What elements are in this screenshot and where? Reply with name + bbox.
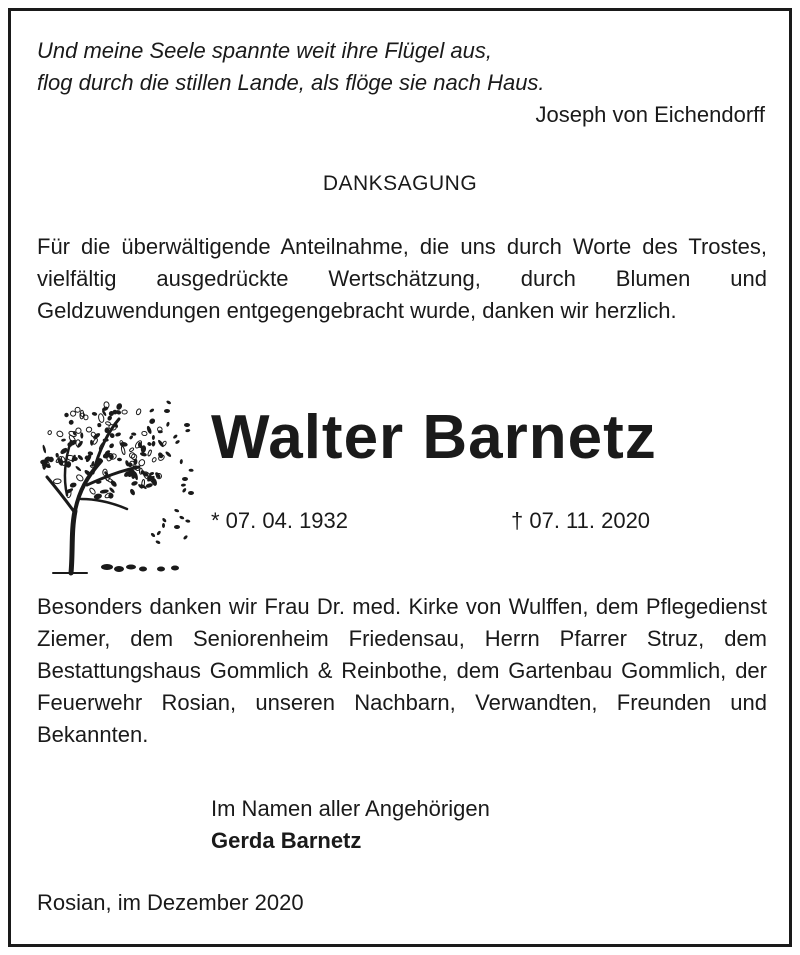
thanks-paragraph: Besonders danken wir Frau Dr. med. Kirke von Wulffen, dem Pflegedienst Ziemer, dem Seniorenheim Friedensau, Herrn Pfarrer Struz, dem Bestattungshaus Gommlich & Reinbothe, dem Gartenbau Gommlich, der Feuerwehr Rosian, unseren Nachbarn, Verwandten, Freunden und Bekannten. [37,594,767,747]
obituary-notice [8,8,792,947]
windblown-tree-icon [27,381,199,581]
poem-line-2: flog durch die stillen Lande, als flöge sie nach Haus. [37,70,545,95]
poem-author: Joseph von Eichendorff [535,102,765,127]
notice-heading: DANKSAGUNG [322,172,478,195]
death-date: † 07. 11. 2020 [511,508,651,533]
poem-line-1: Und meine Seele spannte weit ihre Flügel aus, [37,38,492,63]
place-and-date: Rosian, im Dezember 2020 [37,890,304,915]
deceased-name: Walter Barnetz [211,403,657,472]
intro-paragraph: Für die überwältigende Anteilnahme, die uns durch Worte des Trostes, vielfältig ausgedrückte Wertschätzung, durch Blumen und Geldzuwendungen entgegengebracht wurde, danken wir herzlich. [37,234,767,323]
signature-name: Gerda Barnetz [211,828,362,853]
signature-intro: Im Namen aller Angehörigen [211,796,490,821]
birth-date: * 07. 04. 1932 [211,508,349,533]
